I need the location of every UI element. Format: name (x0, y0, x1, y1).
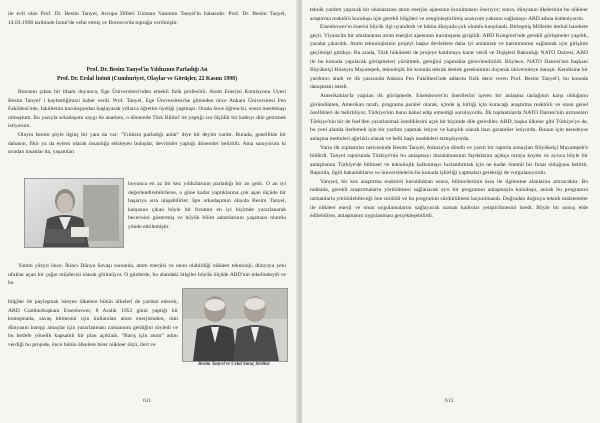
left-body-top (8, 88, 286, 157)
intro-paragraph (8, 10, 286, 27)
left-body-wrap (128, 180, 286, 232)
two-men-photo-image (183, 289, 287, 361)
left-body-bottom (8, 298, 178, 350)
paragraph: bilgiler ile paylaşmak isteyen ülkelere bütün ülkeleri de yardım edecek, ABD Cumhurbaşkanı Eisenhower, 8 Aralık 1953 günü yaptığı bir konuşmada, savaş bitmesini için kullanılan atom enerjisinden, tüm dünyanın barışçı amaçlar için yararlanması zamanının geldiğini söyledi ve bu hedefe yönelik kapsamlı bir plan açıkladı. "Barış için atom" adını verdiği bu projede, önce bütün ülkelere birer nükleer ölçü, ileri ve (8, 299, 178, 348)
paragraph: Bozuntu çıkan bir itham duyunca, Ege Üniversitesi'nden emekli fizik profesörü. Atom Enerjisi Komisyonu Uyesi Besim Tanyel' i kaybettiğimizi haber verdi. Prof. Tanyel, Ege Üniversitesi'ne gitmeden önce Ankara Üniversitesi Fen Fakültesi'nde, fakültenin kuruluşundan başlayarak yıllarca öğretim üyeliği yapmıştı. Orada önce öğrencisi, sonra meslektaşı olmuştum. Bu yazıyla arkadaşımı saygı ile anarken, o dönemde Türk Bilimi' ne yaptığı zor ölçülür bir katkıyı dile getirmek istiyorum. (8, 89, 286, 130)
left-body-mid (8, 262, 286, 288)
right-body (310, 6, 588, 221)
page-number-right: 613 (445, 398, 454, 404)
paragraph: Eisenhower'ın önerisi büyük ilgi uyandırdı ve bütün dünyada çok olumlu karşılandı. Birleşmiş Milletler derhal harekete geçti. Viyana'da bir uluslararası atom enerjisi ajansının kuruluşuna girişildi. ABD Kongresi'nde gerekli görüşmeler yapıldı, yasalar çıkarıldı. Atom teknolojisinin projeyi başka devletlere daha iyi anlatmak ve katılımlarını sağlamak için girişime geçilmişti gittikçe. Bu arada, Türk hükümeti de projeye katılmaya karar verdi ve Dışişleri Bakanlığı NATO Dairesi, ABD ile bu konuda yapılacak görüşmeleri yürütmek, gereğini yapmakla görevlendirildi. Böylece, NATO Dairesi'nin başkanı Büyükelçi Hüseyin Mayatepek, teknolojik bir konuda teknik destek gereksinimi duyarak üniversiteye danıştı. Kendisine bir yardımcı atadı ve ilk yazısında Ankara Fen Fakültesi'nde adlarını fizik dersi veren Prof. Besim Tanyel'i, bu konuda danışmanı istedi. (310, 24, 588, 91)
paragraph: teknik yardım yapacak bir uluslararası atom enerjisi ajansının kurulmasını öneriyor; sonra, dünyanın ilkelerinin bu nükleer araştırma reaktörü kuruluşu için gerekli bilgileri ve zenginleştirilmiş uranyum yakıtını sağlamayı ABD adına üstleniyordu. (310, 7, 588, 22)
left-page (0, 0, 298, 423)
article-heading: Prof. Dr. Besim Tanyel'in Yıldızının Parladığı An (86, 67, 208, 73)
paragraph: Yanıyel, bir kez araştırma reaktörü kurulduktan sonra, bilimcilerinin kısa ile ilgilenme alanlarını artıracaktır. Bu noktada, gerekli araştırmaların yürütülmesi sağlanacak ayrı bir programın anlaşmayla konuluşu, ancak bu programın uzmanlarla yürütülebileceği öne sürüldü ve bu programın sürdürülmesi kaçınılmazdı. Doğrudan doğruya teknik malzemeler ile nükleer enerji ve onun uygulamalarını sağlayacak uzman kadrolar yetiştirilmesini istedi. Böyle bir sonuç elde edilebilirse, anlaşmanın uygulanması gerçekleşebilirdi. (310, 178, 588, 220)
portrait-photo-image (25, 179, 123, 247)
photo-caption: Besim Tanyel ve Celal Saraç birlikte (198, 362, 270, 367)
page-number-left: 611 (143, 398, 152, 404)
paragraph: boyunca en az bir kez yıldızlarının parladığı bir an gelir. O an iyi değerlendirebilirlerse, o güne kadar yaptıklarına çok aşan ölçüde bir başarıya sıra ulaşabilirler. İşte arkadaşımın olayda Besim Tanyel, karşısına çıkan böyle bir fırsatını en iyi biçimde yararlanarak becerisini göstermiş ve büyük bilim adamlarının yaşaması olumlu yönde etkilemiştir. (128, 181, 286, 230)
paragraph: Yarın ilk toplantılar neticesinde Besim Tanyel, Ankara'ya döndü ve yazılı bir raporla sonuçları Büyükelçi Mayatepek'e bildirdi. Tanyel raporunda Türkiye'nin bu anlaşmayı imzalamasının faydalarını açıkça ortaya koydu ve ayrıca böyle bir anlaşmanın Türkiye'de bilimsel ve teknolojik kalkınmayı hızlandırmak için ne kadar önemli bir fırsat olduğunu belirtti. Raporda, ilgili bakanlıkların ve üniversitelerin bu konuda işbirliği yapmaları gerektiği de vurgulanıyordu. (310, 144, 588, 177)
portrait-photo (24, 178, 124, 248)
paragraph: Olayın benim şöyle ilginç bir yanı da var: "Yıldızın parladığı anlar" diye bir deyim vardır. Burada, genellikle bir dahanın, fikir ya da eylem olarak insanlığa etkileyen buluşlar, devrimler yaptığı dönemler belirtilir. Ama sanıyorum ki sıradan insanlar da, yaşamları (8, 131, 286, 156)
intro-text: ile evli olan Prof. Dr. Besim Tanyel, Avrupa Dilleri Uzmanı Yasemin Tanyel'in babasıdır. Prof. Dr. Besim Tanyel, 14.03.1998 tarihinde İzmir'de vefat etmiş ve Bornova'da toprağa verilmiştir. (8, 11, 286, 26)
article-subheading: Prof. Dr. Erdal İnönü (Cumhuriyet, Olaylar ve Görüşler, 22 Kasım 1998) (56, 76, 238, 82)
paragraph: Amerikalılar'la yapılan ilk görüşmede, Eisenhower'ın önerilerini içeren bir anlaşma taslağının karşı olduğunu göründükten, Amerikan tarafı, programa paralel olarak, içinde iş birliği için kuracağı araştırma reaktörü ve onun genel özellikleri de belirtiliyor, Türkiye'nin bunu kabul edip etmediği soruluyordu. İlk toplantılarda NATO Dairesi'nin uzmanları Türkiye'nin bir de fuel'den yararlanmak istediklerini açık bir biçimde dile getirdiler. ABD, başka ülkeler gibi Türkiye'ye de, bu yeni alanda ilerlemek için bir yardım yapmak istiyor ve karşılık olarak bazı garantiler istiyordu. Bunun için neredeyse anlaşma metinleri ağırlıklı olarak ve belli başlı maddeleri tartışılıyordu. (310, 92, 588, 142)
two-men-photo (182, 288, 288, 362)
paragraph: Yamin yüzyıl önce, İkinci Dünya Savaşı sonunda, atom enerjisi ve onun olabildiği nükleer teknoloji, dünyaya yeni ufuklar açan bir çağın müjdecisi olarak görünüyor. O günlerde, bu alandaki bilgiler büyük ölçüde ABD'nin tekelindeydi ve bu (8, 263, 286, 287)
right-page (302, 0, 600, 423)
